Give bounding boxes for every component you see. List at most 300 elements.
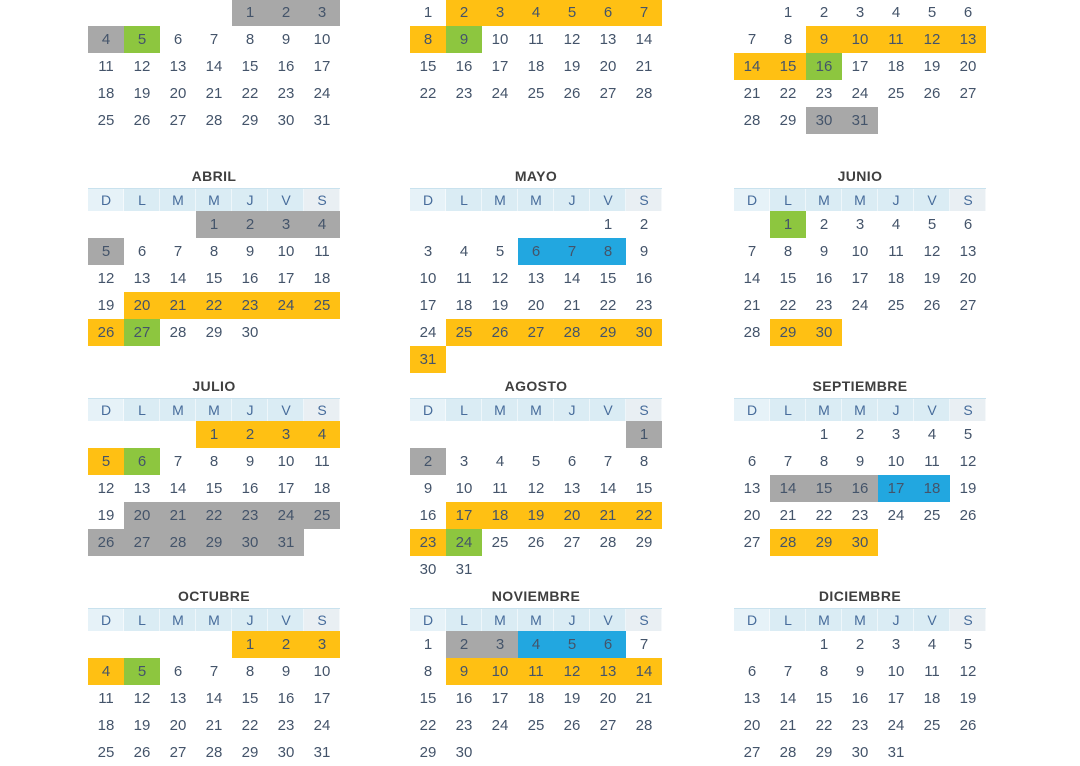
- day-cell: 11: [924, 453, 940, 470]
- weekday-label: M: [196, 399, 232, 421]
- day-cell: 22: [815, 507, 833, 524]
- day-cell: 18: [914, 475, 950, 502]
- day-cell: 20: [599, 690, 617, 707]
- day-cell: 24: [851, 85, 869, 102]
- day-cell: 22: [241, 717, 259, 734]
- empty-cell: [734, 631, 770, 658]
- month-block: [88, 376, 340, 556]
- day-cell: 30: [232, 529, 268, 556]
- day-cell: 2: [819, 216, 829, 233]
- day-cell: 25: [527, 717, 545, 734]
- month-block: [734, 166, 986, 346]
- empty-cell: [88, 421, 124, 448]
- weekday-header-row: [88, 608, 340, 631]
- empty-cell: [590, 421, 626, 448]
- day-cell: 9: [446, 658, 482, 685]
- day-cell: 6: [590, 631, 626, 658]
- weekday-label: V: [268, 399, 304, 421]
- day-cell: 15: [205, 480, 223, 497]
- weekday-label: M: [482, 399, 518, 421]
- day-cell: 13: [563, 480, 581, 497]
- day-cell: 17: [851, 270, 869, 287]
- day-cell: 20: [124, 502, 160, 529]
- weekday-label: S: [950, 399, 986, 421]
- month-block: [734, 376, 986, 556]
- day-cell: 5: [927, 216, 937, 233]
- day-cell: 27: [124, 319, 160, 346]
- day-cell: 27: [743, 534, 761, 551]
- day-cell: 27: [599, 85, 617, 102]
- day-cell: 22: [196, 292, 232, 319]
- empty-cell: [160, 631, 196, 658]
- day-cell: 15: [779, 270, 797, 287]
- day-cell: 3: [855, 216, 865, 233]
- day-cell: 30: [241, 324, 259, 341]
- day-cell: 6: [124, 448, 160, 475]
- day-cell: 23: [232, 292, 268, 319]
- day-cell: 11: [518, 658, 554, 685]
- day-cell: 14: [563, 270, 581, 287]
- day-cell: 27: [959, 85, 977, 102]
- weekday-label: M: [842, 609, 878, 631]
- day-cell: 15: [599, 270, 617, 287]
- day-cell: 23: [232, 502, 268, 529]
- weekday-label: M: [806, 399, 842, 421]
- day-cell: 27: [959, 297, 977, 314]
- day-cell: 5: [124, 26, 160, 53]
- weekday-label: L: [124, 189, 160, 211]
- day-cell: 11: [456, 270, 472, 287]
- weekday-label: L: [770, 189, 806, 211]
- day-cell: 10: [482, 658, 518, 685]
- day-cell: 12: [97, 270, 115, 287]
- day-cell: 15: [635, 480, 653, 497]
- empty-cell: [196, 0, 232, 26]
- days-grid: [734, 631, 986, 766]
- day-cell: 7: [747, 243, 757, 260]
- day-cell: 12: [554, 658, 590, 685]
- day-cell: 12: [923, 243, 941, 260]
- day-cell: 5: [927, 4, 937, 21]
- day-cell: 14: [205, 58, 223, 75]
- weekday-label: J: [878, 399, 914, 421]
- day-cell: 26: [959, 507, 977, 524]
- day-cell: 27: [743, 744, 761, 761]
- day-cell: 19: [959, 690, 977, 707]
- day-cell: 22: [779, 85, 797, 102]
- day-cell: 11: [314, 243, 330, 260]
- day-cell: 11: [314, 453, 330, 470]
- day-cell: 4: [88, 658, 124, 685]
- empty-cell: [160, 211, 196, 238]
- empty-cell: [734, 421, 770, 448]
- empty-cell: [410, 211, 446, 238]
- day-cell: 10: [842, 26, 878, 53]
- day-cell: 17: [851, 58, 869, 75]
- day-cell: 8: [639, 453, 649, 470]
- day-cell: 14: [205, 690, 223, 707]
- day-cell: 16: [806, 53, 842, 80]
- day-cell: 26: [959, 717, 977, 734]
- empty-cell: [554, 421, 590, 448]
- day-cell: 14: [626, 658, 662, 685]
- day-cell: 2: [446, 631, 482, 658]
- day-cell: 6: [518, 238, 554, 265]
- day-cell: 17: [277, 480, 295, 497]
- day-cell: 21: [779, 507, 797, 524]
- day-cell: 12: [959, 663, 977, 680]
- day-cell: 19: [959, 480, 977, 497]
- weekday-label: V: [268, 609, 304, 631]
- day-cell: 16: [851, 690, 869, 707]
- day-cell: 21: [635, 690, 653, 707]
- month-title: SEPTIEMBRE: [812, 378, 908, 394]
- day-cell: 15: [419, 690, 437, 707]
- month-title: JUNIO: [837, 168, 883, 184]
- day-cell: 24: [313, 717, 331, 734]
- day-cell: 15: [770, 53, 806, 80]
- day-cell: 13: [959, 243, 977, 260]
- day-cell: 3: [891, 426, 901, 443]
- day-cell: 22: [815, 717, 833, 734]
- day-cell: 19: [518, 502, 554, 529]
- month-title: DICIEMBRE: [818, 588, 902, 604]
- day-cell: 22: [419, 717, 437, 734]
- day-cell: 8: [245, 31, 255, 48]
- day-cell: 12: [527, 480, 545, 497]
- day-cell: 18: [527, 690, 545, 707]
- empty-cell: [482, 421, 518, 448]
- day-cell: 5: [88, 448, 124, 475]
- day-cell: 27: [563, 534, 581, 551]
- day-cell: 3: [482, 0, 518, 26]
- empty-cell: [160, 421, 196, 448]
- day-cell: 5: [554, 0, 590, 26]
- weekday-label: V: [590, 609, 626, 631]
- day-cell: 12: [959, 453, 977, 470]
- day-cell: 1: [423, 636, 433, 653]
- day-cell: 28: [779, 744, 797, 761]
- weekday-label: L: [446, 189, 482, 211]
- day-cell: 18: [887, 270, 905, 287]
- weekday-label: J: [554, 399, 590, 421]
- weekday-header-row: [734, 608, 986, 631]
- day-cell: 15: [241, 58, 259, 75]
- day-cell: 30: [277, 112, 295, 129]
- empty-cell: [196, 631, 232, 658]
- day-cell: 2: [410, 448, 446, 475]
- days-grid: [88, 211, 340, 346]
- day-cell: 6: [590, 0, 626, 26]
- day-cell: 20: [527, 297, 545, 314]
- day-cell: 31: [313, 112, 331, 129]
- day-cell: 9: [281, 663, 291, 680]
- day-cell: 24: [268, 502, 304, 529]
- day-cell: 4: [495, 453, 505, 470]
- day-cell: 3: [459, 453, 469, 470]
- day-cell: 5: [963, 426, 973, 443]
- month-title: ABRIL: [191, 168, 237, 184]
- empty-cell: [482, 211, 518, 238]
- day-cell: 12: [97, 480, 115, 497]
- day-cell: 21: [635, 58, 653, 75]
- day-cell: 8: [423, 663, 433, 680]
- day-cell: 20: [169, 85, 187, 102]
- day-cell: 9: [639, 243, 649, 260]
- empty-cell: [124, 0, 160, 26]
- day-cell: 1: [423, 4, 433, 21]
- day-cell: 30: [455, 744, 473, 761]
- day-cell: 24: [887, 717, 905, 734]
- empty-cell: [734, 211, 770, 238]
- day-cell: 26: [88, 529, 124, 556]
- day-cell: 6: [567, 453, 577, 470]
- day-cell: 15: [815, 690, 833, 707]
- days-grid: [734, 0, 986, 134]
- weekday-label: D: [88, 189, 124, 211]
- days-grid: [88, 421, 340, 556]
- day-cell: 25: [923, 717, 941, 734]
- day-cell: 21: [160, 292, 196, 319]
- day-cell: 28: [205, 112, 223, 129]
- day-cell: 14: [779, 690, 797, 707]
- month-block: [734, 586, 986, 766]
- day-cell: 14: [734, 53, 770, 80]
- day-cell: 17: [446, 502, 482, 529]
- days-grid: [410, 211, 662, 373]
- day-cell: 22: [419, 85, 437, 102]
- day-cell: 1: [626, 421, 662, 448]
- empty-cell: [124, 631, 160, 658]
- day-cell: 21: [590, 502, 626, 529]
- day-cell: 18: [97, 85, 115, 102]
- empty-cell: [518, 211, 554, 238]
- day-cell: 7: [747, 31, 757, 48]
- day-cell: 17: [313, 690, 331, 707]
- weekday-label: V: [914, 609, 950, 631]
- month-block: [410, 0, 662, 107]
- day-cell: 18: [97, 717, 115, 734]
- day-cell: 25: [887, 297, 905, 314]
- day-cell: 8: [783, 243, 793, 260]
- day-cell: 5: [531, 453, 541, 470]
- day-cell: 16: [635, 270, 653, 287]
- day-cell: 3: [304, 0, 340, 26]
- day-cell: 2: [232, 421, 268, 448]
- days-grid: [734, 421, 986, 556]
- day-cell: 13: [527, 270, 545, 287]
- day-cell: 13: [133, 480, 151, 497]
- day-cell: 10: [491, 31, 509, 48]
- empty-cell: [734, 0, 770, 26]
- day-cell: 23: [277, 717, 295, 734]
- day-cell: 17: [887, 690, 905, 707]
- day-cell: 5: [554, 631, 590, 658]
- weekday-label: D: [88, 609, 124, 631]
- day-cell: 31: [268, 529, 304, 556]
- day-cell: 22: [626, 502, 662, 529]
- day-cell: 9: [446, 26, 482, 53]
- day-cell: 7: [209, 663, 219, 680]
- day-cell: 1: [819, 636, 829, 653]
- day-cell: 11: [492, 480, 508, 497]
- day-cell: 4: [459, 243, 469, 260]
- day-cell: 4: [891, 4, 901, 21]
- day-cell: 21: [563, 297, 581, 314]
- weekday-label: J: [878, 189, 914, 211]
- day-cell: 16: [419, 507, 437, 524]
- day-cell: 1: [196, 421, 232, 448]
- weekday-label: M: [196, 609, 232, 631]
- day-cell: 16: [455, 690, 473, 707]
- day-cell: 26: [923, 85, 941, 102]
- weekday-label: D: [734, 609, 770, 631]
- weekday-label: M: [518, 189, 554, 211]
- weekday-label: M: [160, 609, 196, 631]
- day-cell: 1: [783, 4, 793, 21]
- day-cell: 7: [639, 636, 649, 653]
- weekday-label: L: [124, 399, 160, 421]
- weekday-label: J: [232, 399, 268, 421]
- day-cell: 21: [205, 717, 223, 734]
- day-cell: 27: [599, 717, 617, 734]
- day-cell: 2: [639, 216, 649, 233]
- day-cell: 7: [209, 31, 219, 48]
- day-cell: 18: [313, 480, 331, 497]
- day-cell: 9: [245, 243, 255, 260]
- month-title: JULIO: [192, 378, 236, 394]
- weekday-label: J: [554, 189, 590, 211]
- day-cell: 13: [950, 26, 986, 53]
- day-cell: 17: [491, 690, 509, 707]
- day-cell: 12: [133, 690, 151, 707]
- weekday-label: M: [160, 399, 196, 421]
- day-cell: 30: [842, 529, 878, 556]
- day-cell: 1: [770, 211, 806, 238]
- day-cell: 29: [590, 319, 626, 346]
- day-cell: 2: [232, 211, 268, 238]
- weekday-label: D: [410, 399, 446, 421]
- days-grid: [410, 0, 662, 107]
- weekday-label: D: [410, 189, 446, 211]
- day-cell: 13: [743, 480, 761, 497]
- day-cell: 8: [209, 243, 219, 260]
- day-cell: 17: [878, 475, 914, 502]
- day-cell: 15: [419, 58, 437, 75]
- day-cell: 25: [304, 292, 340, 319]
- day-cell: 16: [455, 58, 473, 75]
- day-cell: 10: [277, 243, 295, 260]
- day-cell: 4: [518, 0, 554, 26]
- weekday-label: V: [268, 189, 304, 211]
- day-cell: 24: [887, 507, 905, 524]
- day-cell: 19: [133, 85, 151, 102]
- empty-cell: [88, 0, 124, 26]
- day-cell: 2: [268, 0, 304, 26]
- days-grid: [410, 421, 662, 583]
- month-title: AGOSTO: [504, 378, 568, 394]
- day-cell: 15: [205, 270, 223, 287]
- day-cell: 31: [887, 744, 905, 761]
- weekday-label: S: [626, 399, 662, 421]
- day-cell: 15: [241, 690, 259, 707]
- day-cell: 20: [124, 292, 160, 319]
- day-cell: 7: [554, 238, 590, 265]
- weekday-label: V: [590, 399, 626, 421]
- day-cell: 4: [304, 211, 340, 238]
- day-cell: 30: [806, 319, 842, 346]
- day-cell: 24: [491, 717, 509, 734]
- weekday-header-row: [734, 188, 986, 211]
- day-cell: 13: [133, 270, 151, 287]
- day-cell: 9: [245, 453, 255, 470]
- day-cell: 1: [603, 216, 613, 233]
- day-cell: 18: [923, 690, 941, 707]
- day-cell: 24: [491, 85, 509, 102]
- day-cell: 4: [927, 426, 937, 443]
- day-cell: 9: [855, 453, 865, 470]
- day-cell: 7: [626, 0, 662, 26]
- month-block: [88, 586, 340, 766]
- empty-cell: [88, 211, 124, 238]
- weekday-label: M: [518, 399, 554, 421]
- day-cell: 14: [599, 480, 617, 497]
- weekday-header-row: [410, 188, 662, 211]
- day-cell: 2: [446, 0, 482, 26]
- day-cell: 21: [743, 85, 761, 102]
- day-cell: 8: [590, 238, 626, 265]
- day-cell: 4: [518, 631, 554, 658]
- weekday-label: M: [842, 399, 878, 421]
- day-cell: 23: [851, 507, 869, 524]
- day-cell: 9: [819, 243, 829, 260]
- weekday-label: D: [88, 399, 124, 421]
- day-cell: 28: [635, 85, 653, 102]
- day-cell: 21: [160, 502, 196, 529]
- day-cell: 28: [205, 744, 223, 761]
- month-block: [88, 166, 340, 346]
- day-cell: 9: [281, 31, 291, 48]
- day-cell: 14: [169, 270, 187, 287]
- day-cell: 6: [173, 663, 183, 680]
- day-cell: 29: [779, 112, 797, 129]
- weekday-label: L: [124, 609, 160, 631]
- day-cell: 12: [491, 270, 509, 287]
- day-cell: 30: [419, 561, 437, 578]
- day-cell: 28: [599, 534, 617, 551]
- weekday-label: D: [734, 399, 770, 421]
- day-cell: 17: [419, 297, 437, 314]
- day-cell: 20: [599, 58, 617, 75]
- day-cell: 8: [245, 663, 255, 680]
- day-cell: 8: [819, 663, 829, 680]
- empty-cell: [554, 211, 590, 238]
- day-cell: 14: [743, 270, 761, 287]
- day-cell: 13: [169, 58, 187, 75]
- month-block: [88, 0, 340, 134]
- empty-cell: [770, 421, 806, 448]
- day-cell: 13: [169, 690, 187, 707]
- day-cell: 26: [133, 744, 151, 761]
- day-cell: 26: [563, 85, 581, 102]
- weekday-label: M: [160, 189, 196, 211]
- day-cell: 20: [959, 270, 977, 287]
- day-cell: 11: [98, 690, 114, 707]
- day-cell: 28: [743, 324, 761, 341]
- day-cell: 30: [626, 319, 662, 346]
- month-block: [410, 166, 662, 373]
- day-cell: 23: [851, 717, 869, 734]
